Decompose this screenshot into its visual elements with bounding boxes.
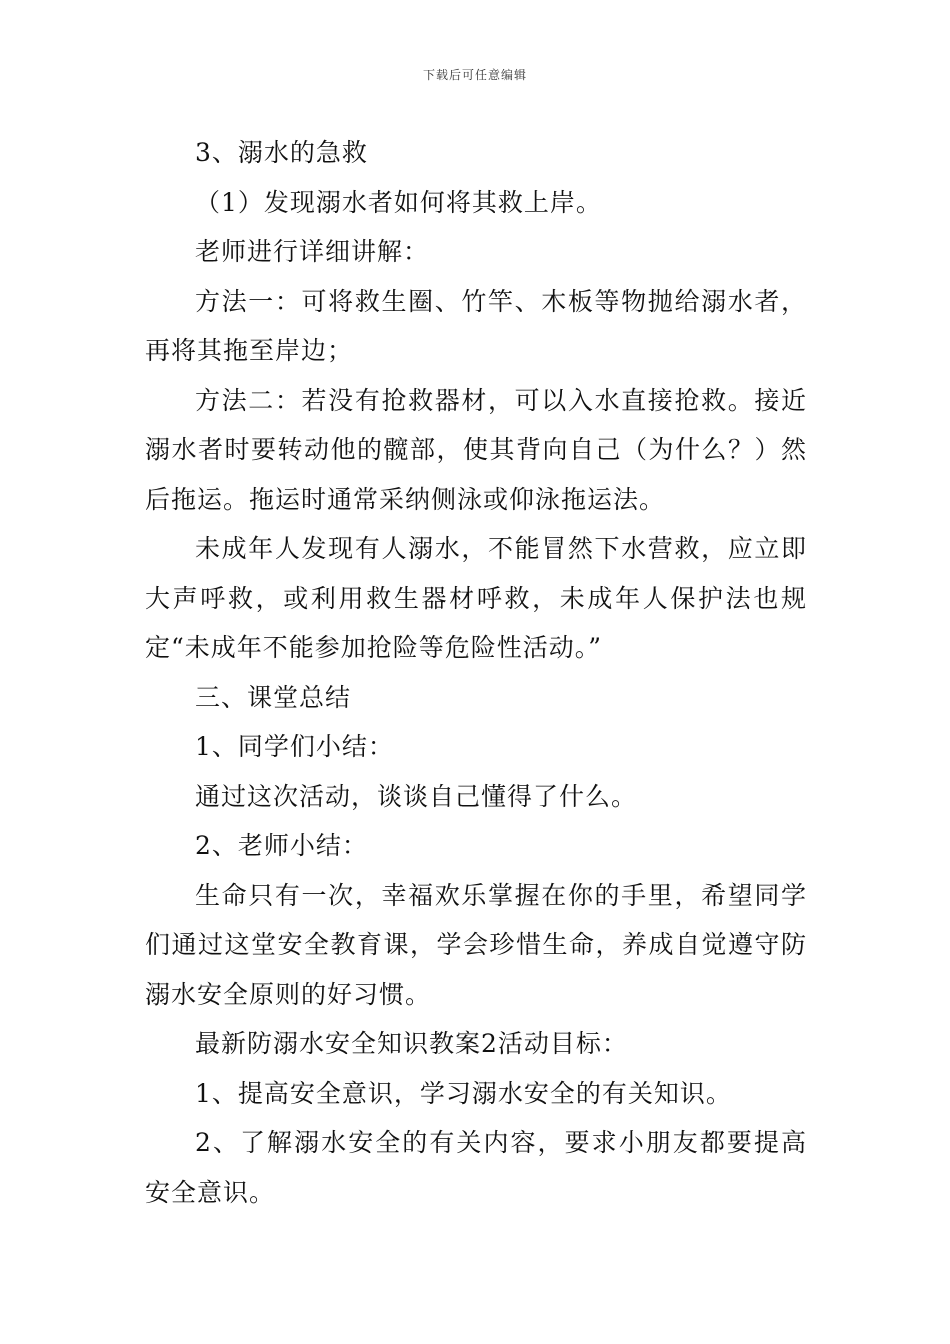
paragraph-rescue-heading: 3、溺水的急救	[195, 138, 368, 167]
paragraph-lesson-two-goals: 最新防溺水安全知识教案2活动目标：	[195, 1029, 628, 1058]
paragraph-summary-heading: 三、课堂总结	[195, 682, 352, 712]
paragraph-teacher-summary: 2、老师小结：	[195, 831, 368, 860]
paragraph-student-summary-text: 通过这次活动，谈谈自己懂得了什么。	[195, 781, 638, 811]
paragraph-goal-two: 2、了解溺水安全的有关内容，要求小朋友都要提高安全意识。	[145, 1128, 807, 1207]
paragraph-rescue-subheading: （1）发现溺水者如何将其救上岸。	[195, 187, 602, 217]
paragraph-method-two: 方法二：若没有抢救器材，可以入水直接抢救。接近溺水者时要转动他的髋部，使其背向自己（为什么？）然后拖运。拖运时通常采纳侧泳或仰泳拖运法。	[145, 385, 807, 514]
paragraph-student-summary: 1、同学们小结：	[195, 732, 394, 761]
page-header-note: 下载后可任意编辑	[422, 68, 527, 82]
paragraph-method-one: 方法一：可将救生圈、竹竿、木板等物抛给溺水者，再将其拖至岸边；	[145, 286, 807, 365]
document-body	[145, 128, 807, 1217]
paragraph-goal-one: 1、提高安全意识，学习溺水安全的有关知识。	[195, 1078, 732, 1108]
paragraph-minors-rule: 未成年人发现有人溺水，不能冒然下水营救，应立即大声呼救，或利用救生器材呼救，未成年人保护法也规定“未成年不能参加抢险等危险性活动。”	[145, 534, 807, 662]
paragraph-teacher-explains: 老师进行详细讲解：	[195, 237, 430, 266]
paragraph-teacher-summary-text: 生命只有一次，幸福欢乐掌握在你的手里，希望同学们通过这堂安全教育课，学会珍惜生命，养成自觉遵守防溺水安全原则的好习惯。	[145, 880, 807, 1009]
